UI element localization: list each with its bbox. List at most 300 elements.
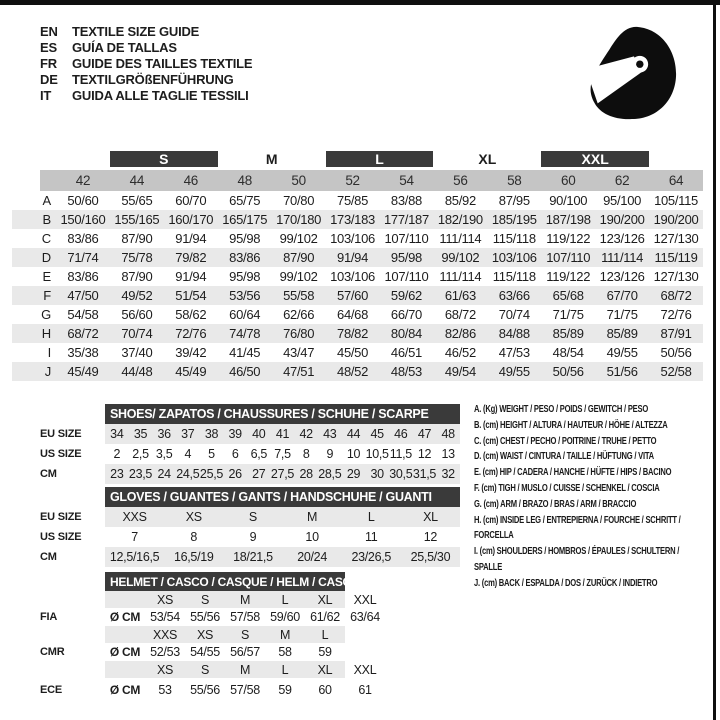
- measurement-row-d: [12, 248, 703, 267]
- helmet-title-bar: HELMET / CASCO / CASQUE / HELM / CASCO: [105, 572, 345, 591]
- shoes-value: 10: [346, 447, 361, 461]
- size-number: 50: [291, 173, 306, 188]
- size-value: 35/38: [67, 345, 99, 360]
- helmet-value: 57/58: [230, 683, 260, 697]
- language-code: DE: [40, 71, 58, 87]
- size-value: 111/114: [601, 250, 644, 265]
- size-value: 105/115: [654, 193, 698, 208]
- shoes-value: 13: [441, 447, 455, 461]
- shoes-value: 38: [204, 427, 219, 441]
- helmet-size-table: [40, 572, 385, 702]
- size-value: 67/70: [606, 288, 638, 303]
- helmet-value: 59: [318, 645, 332, 659]
- language-title-list: [40, 23, 252, 103]
- size-value: 44/48: [121, 364, 153, 379]
- guide-title: GUÍA DE TALLAS: [72, 39, 177, 55]
- helmet-size: XXL: [353, 662, 377, 677]
- size-value: 57/60: [337, 288, 369, 303]
- size-value: 170/180: [276, 212, 322, 227]
- size-value: 107/110: [384, 269, 429, 284]
- size-number: 60: [560, 173, 576, 188]
- size-band-s: S: [110, 151, 218, 167]
- language-row-it: [40, 87, 252, 103]
- helmet-size: XS: [156, 592, 174, 607]
- textile-size-table: [12, 147, 703, 381]
- size-value: 119/122: [546, 231, 591, 246]
- gloves-value: 12: [423, 530, 438, 544]
- size-number: 62: [614, 173, 630, 188]
- legend-item-i: I. (cm) SHOULDERS / HOMBROS / ÉPAULES / SCHULTERN / SPALLE: [474, 546, 680, 573]
- size-value: 95/100: [603, 193, 642, 208]
- helmet-value: 52/53: [150, 645, 180, 659]
- shoes-value: 30: [370, 467, 384, 481]
- shoes-value: 6,5: [250, 447, 268, 461]
- row-label: G: [41, 307, 51, 322]
- size-value: 61/63: [444, 288, 476, 303]
- helmet-value: 58: [278, 645, 292, 659]
- helmet-standard-label: FIA: [40, 611, 58, 623]
- gloves-value: M: [307, 510, 318, 524]
- helmet-sizes-ece: [40, 661, 385, 678]
- size-value: 50/56: [660, 345, 692, 360]
- helmet-size: S: [200, 592, 210, 607]
- helmet-value: 57/58: [230, 610, 260, 624]
- size-value: 49/54: [444, 364, 476, 379]
- shoes-value: 39: [228, 427, 242, 441]
- size-value: 48/52: [337, 364, 369, 379]
- size-value: 99/102: [441, 250, 480, 265]
- gloves-value: XXS: [122, 510, 147, 524]
- shoes-value: 37: [181, 427, 195, 441]
- shoes-value: 35: [133, 427, 148, 441]
- row-label: J: [44, 364, 51, 379]
- legend-item-b: B. (cm) HEIGHT / ALTURA / HAUTEUR / HÖHE / ALTEZZA: [474, 419, 668, 431]
- size-value: 50/60: [67, 193, 99, 208]
- shoes-value: 48: [441, 427, 455, 441]
- gloves-value: 23/26,5: [351, 550, 392, 564]
- size-value: 68/72: [660, 288, 692, 303]
- size-band-row: [12, 147, 703, 170]
- gloves-value: 9: [249, 530, 257, 544]
- size-value: 47/53: [498, 345, 530, 360]
- size-value: 155/165: [114, 212, 160, 227]
- shoes-value: 27: [252, 467, 266, 481]
- helmet-value: 59/60: [270, 610, 300, 624]
- shoes-value: 11,5: [389, 447, 412, 461]
- gloves-row-us-size: [40, 527, 460, 547]
- shoes-value: 8: [302, 447, 310, 461]
- top-border: [0, 0, 720, 5]
- legend-item-g: G. (cm) ARM / BRAZO / BRAS / ARM / BRACCIO: [474, 498, 637, 510]
- size-number: 56: [453, 173, 468, 188]
- helmet-values-fia: [40, 608, 385, 626]
- shoes-row-cm: [40, 464, 460, 484]
- language-row-en: [40, 23, 252, 39]
- measurement-row-j: [12, 362, 703, 381]
- helmet-size: S: [240, 627, 250, 642]
- size-value: 72/76: [175, 326, 207, 341]
- helmet-size: M: [239, 592, 251, 607]
- size-value: 51/54: [175, 288, 207, 303]
- helmet-value: 55/56: [190, 610, 220, 624]
- shoes-value: 10,5: [365, 447, 389, 461]
- size-number: 48: [237, 173, 252, 188]
- size-value: 87/90: [121, 231, 153, 246]
- gloves-row-cm: [40, 547, 460, 567]
- size-value: 46/51: [390, 345, 422, 360]
- size-value: 127/130: [653, 269, 699, 284]
- helmet-value: 54/55: [190, 645, 220, 659]
- gloves-value: L: [367, 510, 375, 524]
- shoes-value: 28,5: [318, 467, 342, 481]
- size-value: 87/90: [283, 250, 315, 265]
- size-value: 56/60: [121, 307, 153, 322]
- helmet-size: XS: [196, 627, 214, 642]
- gloves-value: XS: [185, 510, 202, 524]
- helmet-values-cmr: [40, 643, 385, 661]
- gloves-row-label: US SIZE: [40, 531, 82, 543]
- size-value: 103/106: [330, 231, 375, 246]
- shoes-value: 41: [275, 427, 290, 441]
- gloves-row-label: EU SIZE: [40, 511, 82, 523]
- shoes-row-eu-size: [40, 424, 460, 444]
- helmet-value: 53/54: [150, 610, 180, 624]
- size-value: 82/86: [444, 326, 476, 341]
- size-value: 71/75: [552, 307, 584, 322]
- legend-item-j: J. (cm) BACK / ESPALDA / DOS / ZURÜCK / INDIETRO: [474, 577, 658, 589]
- guide-title: TEXTILE SIZE GUIDE: [72, 23, 200, 39]
- size-value: 119/122: [546, 269, 591, 284]
- shoes-value: 25,5: [199, 467, 224, 481]
- shoes-value: 44: [346, 427, 361, 441]
- size-value: 72/76: [660, 307, 692, 322]
- size-value: 83/86: [229, 250, 261, 265]
- size-value: 83/86: [67, 269, 99, 284]
- measurement-row-e: [12, 267, 703, 286]
- shoes-value: 12: [417, 447, 432, 461]
- shoes-value: 24,5: [176, 467, 200, 481]
- size-value: 123/126: [599, 231, 645, 246]
- legend-item-h: H. (cm) INSIDE LEG / ENTREPIERNA / FOURCHE / SCHRITT / FORCELLA: [474, 514, 681, 542]
- size-number: 46: [183, 173, 198, 188]
- helmet-size: XL: [317, 662, 333, 677]
- shoes-value: 27,5: [270, 467, 295, 481]
- size-value: 70/74: [121, 326, 153, 341]
- shoes-value: 23,5: [128, 467, 153, 481]
- helmet-value: 61/62: [310, 610, 340, 624]
- right-border: [713, 0, 716, 720]
- row-label: I: [47, 345, 51, 360]
- gloves-size-table: [40, 487, 460, 567]
- shoes-value: 2,5: [132, 447, 149, 461]
- size-value: 60/70: [175, 193, 207, 208]
- size-value: 91/94: [175, 269, 207, 284]
- size-value: 45/49: [175, 364, 207, 379]
- size-number: 58: [507, 173, 522, 188]
- size-value: 111/114: [439, 269, 482, 284]
- helmet-unit-label: Ø CM: [109, 645, 141, 659]
- legend-item-f: F. (cm) TIGH / MUSLO / CUISSE / SCHENKEL / COSCIA: [474, 482, 660, 494]
- gloves-value: 12,5/16,5: [109, 550, 160, 564]
- size-value: 52/58: [660, 364, 692, 379]
- size-value: 91/94: [175, 231, 207, 246]
- size-value: 107/110: [546, 250, 591, 265]
- shoes-value: 7,5: [274, 447, 291, 461]
- size-value: 71/74: [67, 250, 99, 265]
- size-band-m: M: [265, 150, 278, 167]
- size-value: 75/78: [121, 250, 153, 265]
- helmet-size: XS: [156, 662, 174, 677]
- size-value: 90/100: [549, 193, 588, 208]
- size-value: 177/187: [384, 212, 429, 227]
- size-value: 87/91: [660, 326, 692, 341]
- size-value: 50/56: [552, 364, 584, 379]
- shoes-value: 28: [299, 467, 313, 481]
- shoes-value: 32: [441, 467, 455, 481]
- measurement-row-g: [12, 305, 703, 324]
- size-value: 83/86: [67, 231, 99, 246]
- helmet-unit-label: Ø CM: [109, 683, 141, 697]
- size-value: 63/66: [498, 288, 530, 303]
- size-value: 79/82: [175, 250, 207, 265]
- gloves-rows: [40, 507, 460, 567]
- helmet-value: 56/57: [230, 645, 260, 659]
- size-value: 190/200: [653, 212, 699, 227]
- size-value: 55/65: [121, 193, 153, 208]
- row-label: B: [42, 212, 51, 227]
- measurement-rows: [12, 191, 703, 381]
- size-value: 48/54: [552, 345, 584, 360]
- size-value: 185/195: [491, 212, 537, 227]
- size-value: 47/51: [283, 364, 315, 379]
- size-value: 39/42: [175, 345, 207, 360]
- size-value: 51/56: [606, 364, 638, 379]
- size-value: 115/119: [654, 250, 698, 265]
- gloves-value: 20/24: [297, 550, 327, 564]
- size-value: 95/98: [229, 269, 261, 284]
- size-value: 127/130: [653, 231, 699, 246]
- size-value: 41/45: [229, 345, 261, 360]
- helmet-unit-label: Ø CM: [109, 610, 141, 624]
- size-band-xl: XL: [478, 150, 497, 167]
- size-value: 46/50: [229, 364, 261, 379]
- size-value: 87/90: [121, 269, 153, 284]
- size-value: 103/106: [330, 269, 375, 284]
- shoes-value: 46: [394, 427, 408, 441]
- shoes-value: 42: [299, 427, 313, 441]
- gloves-row-eu-size: [40, 507, 460, 527]
- gloves-title-bar: GLOVES / GUANTES / GANTS / HANDSCHUHE / GUANTI: [105, 487, 460, 507]
- size-value: 45/50: [337, 345, 369, 360]
- guide-title: TEXTILGRÖßENFÜHRUNG: [72, 71, 234, 87]
- row-label: H: [41, 326, 51, 341]
- row-label: D: [41, 250, 51, 265]
- shoes-row-label: EU SIZE: [40, 428, 82, 440]
- helmet-size: M: [239, 662, 251, 677]
- helmet-sizes-fia: [40, 591, 385, 608]
- guide-title: GUIDE DES TAILLES TEXTILE: [72, 55, 253, 71]
- size-value: 49/55: [498, 364, 530, 379]
- size-value: 123/126: [599, 269, 645, 284]
- size-value: 190/200: [599, 212, 645, 227]
- shoes-value: 45: [370, 427, 384, 441]
- shoes-value: 29: [346, 467, 361, 481]
- helmet-size: XL: [317, 592, 333, 607]
- helmet-sizes-cmr: [40, 626, 385, 643]
- size-value: 65/75: [229, 193, 261, 208]
- helmet-value: 55/56: [190, 683, 220, 697]
- size-value: 115/118: [492, 269, 536, 284]
- size-value: 49/52: [121, 288, 153, 303]
- language-code: IT: [40, 87, 52, 103]
- legend-item-c: C. (cm) CHEST / PECHO / POITRINE / TRUHE / PETTO: [474, 435, 657, 447]
- measurement-row-h: [12, 324, 703, 343]
- size-value: 99/102: [279, 231, 318, 246]
- language-row-fr: [40, 55, 252, 71]
- helmet-value: 59: [278, 683, 292, 697]
- row-label: C: [41, 231, 51, 246]
- shoes-value: 40: [252, 427, 266, 441]
- size-value: 64/68: [337, 307, 369, 322]
- size-value: 60/64: [229, 307, 261, 322]
- shoes-row-label: US SIZE: [40, 448, 82, 460]
- size-value: 58/62: [175, 307, 207, 322]
- gloves-row-label: CM: [40, 551, 57, 563]
- size-value: 150/160: [60, 212, 106, 227]
- gloves-value: S: [248, 510, 257, 524]
- measurement-row-b: [12, 210, 703, 229]
- row-label: A: [42, 193, 51, 208]
- gloves-value: 10: [305, 530, 319, 544]
- shoes-title-bar: SHOES/ ZAPATOS / CHAUSSURES / SCHUHE / SCARPE: [105, 404, 460, 424]
- size-value: 173/183: [330, 212, 375, 227]
- legend-item-a: A. (Kg) WEIGHT / PESO / POIDS / GEWITCH / PESO: [474, 404, 649, 415]
- gloves-value: XL: [423, 510, 438, 524]
- size-value: 46/52: [444, 345, 476, 360]
- helmet-standard-label: ECE: [40, 684, 63, 696]
- size-number: 64: [668, 173, 684, 188]
- language-code: FR: [40, 55, 57, 71]
- language-row-de: [40, 71, 252, 87]
- shoes-value: 31,5: [412, 467, 437, 481]
- helmet-size: L: [281, 592, 289, 607]
- gloves-value: 7: [131, 530, 138, 544]
- size-value: 76/80: [283, 326, 315, 341]
- shoes-row-label: CM: [40, 468, 57, 480]
- shoes-value: 23: [110, 467, 124, 481]
- helmet-size: M: [279, 627, 291, 642]
- helmet-rows: [40, 591, 385, 702]
- shoes-value: 47: [417, 427, 432, 441]
- size-number: 54: [399, 173, 414, 188]
- helmet-size: L: [281, 662, 289, 677]
- shoes-row-us-size: [40, 444, 460, 464]
- shoes-value: 2: [113, 447, 121, 461]
- size-value: 45/49: [67, 364, 99, 379]
- size-value: 80/84: [390, 326, 422, 341]
- shoes-value: 5: [208, 447, 215, 461]
- language-code: EN: [40, 23, 58, 39]
- size-value: 99/102: [279, 269, 318, 284]
- size-value: 85/89: [606, 326, 638, 341]
- size-value: 68/72: [444, 307, 476, 322]
- size-value: 55/58: [283, 288, 315, 303]
- size-value: 43/47: [283, 345, 315, 360]
- size-value: 59/62: [390, 288, 422, 303]
- size-number: 44: [129, 173, 145, 188]
- size-value: 111/114: [439, 231, 482, 246]
- shoes-value: 34: [110, 427, 124, 441]
- size-value: 74/78: [229, 326, 261, 341]
- shoes-value: 3,5: [155, 447, 173, 461]
- gloves-value: 25,5/30: [410, 550, 451, 564]
- shoes-value: 43: [323, 427, 337, 441]
- size-value: 107/110: [384, 231, 429, 246]
- measurement-legend: [474, 402, 702, 592]
- size-value: 165/175: [222, 212, 268, 227]
- legend-item-e: E. (cm) HIP / CADERA / HANCHE / HÜFTE / HIPS / BACINO: [474, 467, 672, 479]
- shoes-value: 24: [157, 467, 171, 481]
- size-number-row: [12, 170, 703, 191]
- size-value: 95/98: [390, 250, 422, 265]
- gloves-value: 8: [190, 530, 198, 544]
- shoes-rows: [40, 424, 460, 484]
- size-value: 68/72: [67, 326, 99, 341]
- size-value: 87/95: [498, 193, 530, 208]
- shoes-size-table: [40, 404, 460, 484]
- language-code: ES: [40, 39, 57, 55]
- size-value: 103/106: [491, 250, 537, 265]
- measurement-row-a: [12, 191, 703, 210]
- size-value: 75/85: [337, 193, 369, 208]
- helmet-value: 61: [358, 683, 372, 697]
- size-value: 66/70: [390, 307, 422, 322]
- size-value: 160/170: [168, 212, 214, 227]
- size-value: 187/198: [545, 212, 591, 227]
- helmet-size: XXL: [353, 592, 377, 607]
- measurement-row-f: [12, 286, 703, 305]
- gloves-value: 18/21,5: [233, 550, 273, 564]
- helmet-size: XXS: [152, 627, 178, 642]
- gloves-value: 11: [365, 530, 378, 544]
- legend-item-d: D. (cm) WAIST / CINTURA / TAILLE / HÜFTUNG / VITA: [474, 451, 654, 463]
- helmet-size: L: [321, 627, 329, 642]
- helmet-standard-label: CMR: [40, 646, 65, 658]
- size-value: 49/55: [606, 345, 638, 360]
- helmet-icon: [582, 23, 680, 123]
- size-value: 78/82: [337, 326, 369, 341]
- size-value: 47/50: [67, 288, 99, 303]
- size-value: 37/40: [121, 345, 153, 360]
- size-value: 53/56: [229, 288, 261, 303]
- shoes-value: 6: [231, 447, 239, 461]
- measurement-row-c: [12, 229, 703, 248]
- shoes-value: 26: [228, 467, 242, 481]
- size-number: 52: [345, 173, 360, 188]
- row-label: E: [42, 269, 51, 284]
- row-label: F: [43, 288, 51, 303]
- size-value: 84/88: [498, 326, 530, 341]
- size-value: 115/118: [492, 231, 536, 246]
- gloves-value: 16,5/19: [173, 550, 214, 564]
- helmet-values-ece: [40, 678, 385, 702]
- size-value: 71/75: [606, 307, 638, 322]
- measurement-row-i: [12, 343, 703, 362]
- size-band-l: L: [326, 151, 434, 167]
- size-value: 91/94: [337, 250, 369, 265]
- shoes-value: 36: [157, 427, 171, 441]
- size-value: 85/89: [552, 326, 584, 341]
